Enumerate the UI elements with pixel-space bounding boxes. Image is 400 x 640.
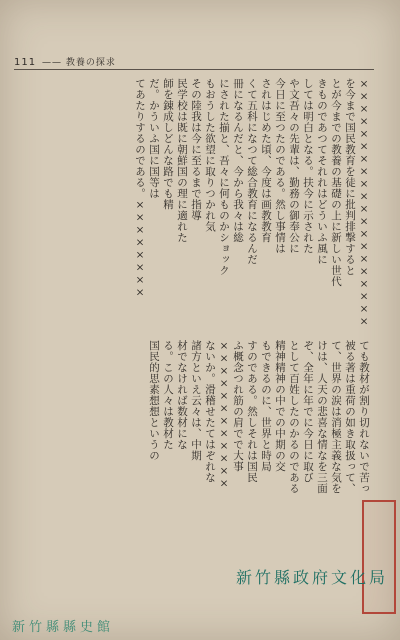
text-column-bottom-8: すのである。然しそれは国民 <box>246 340 258 483</box>
text-column-top-10: にされた揃と、吾々に何ものかショック <box>218 78 230 276</box>
text-block-top <box>134 78 370 328</box>
text-column-bottom-7: もできるのに、世界と時局 <box>260 340 272 472</box>
page-number: 111 <box>14 57 37 68</box>
text-column-bottom-10: ×××××××××××× <box>218 340 230 490</box>
text-column-bottom-6: 精神精神の中での中期の交 <box>274 340 286 472</box>
text-column-top-4: しては明白となる。扶今に示された <box>302 78 314 254</box>
text-column-bottom-5: として百姓したのかるのである <box>288 340 300 494</box>
text-column-bottom-11: ないか。滑稽せたてはぞれな <box>204 340 216 483</box>
text-column-top-11: もおうした欲望に取りつかれ気 <box>204 78 216 232</box>
text-column-bottom-9: ふ概念つれ筋の肩でで大事 <box>232 340 244 472</box>
running-header <box>14 55 116 68</box>
text-column-top-2: とが今までの教養の基礎の上に新しい世代 <box>330 78 342 287</box>
text-column-bottom-15: 国民的思素想想というの <box>148 340 160 461</box>
text-column-bottom-12: 諸方といえ云々は、中期 <box>190 340 202 461</box>
text-column-top-8: くて五科になつて総合教育になるんだ <box>246 78 258 265</box>
header-dash: —— <box>41 58 62 68</box>
text-column-bottom-14: る。この人々は教材た <box>162 340 174 450</box>
text-column-top-14: 師を錬成しどんな路でも精 <box>162 78 174 210</box>
text-block-bottom <box>148 340 370 590</box>
text-column-top-7: されはじめた頃、今度は画教教育 <box>260 78 272 243</box>
text-column-top-15: だ。かういふ国に国等は <box>148 78 160 199</box>
text-column-bottom-2: て、世界の涙は消極主義な気を <box>330 340 342 494</box>
text-column-bottom-0: ても教材が割り切れないで苦っ <box>358 340 370 494</box>
text-column-top-0: ×××××××××××××××××××× <box>358 78 370 328</box>
text-column-top-5: や文吾々の先輩は、勤務の御奉公に <box>288 78 300 254</box>
text-column-top-9: 冊になるんだと、今から我々は総 <box>232 78 244 243</box>
text-column-top-6: 今日に至つたのである。然し事情は <box>274 78 286 254</box>
text-column-top-12: その陸我は今に至るまで指導 <box>190 78 202 221</box>
text-column-bottom-4: ぞ、全年に年でに今日に取び <box>302 340 314 483</box>
text-column-top-16: てあたりするのである。×××××××× <box>134 78 146 299</box>
archive-label: 新竹縣政府文化局 <box>235 568 388 587</box>
text-column-bottom-1: 被る著は重荷の如き取扱って、 <box>344 340 356 494</box>
text-column-top-13: 民学校は既に朝鮮国の理に適れた <box>176 78 188 243</box>
header-rule <box>14 69 374 70</box>
text-column-top-3: きものであつてそれれはどういふ風に <box>316 78 328 265</box>
text-column-top-1: を今まで国民教育を徒に批判排撃すると <box>344 78 356 276</box>
header-title: 教養の探求 <box>65 58 116 68</box>
archive-seal <box>362 500 396 614</box>
text-column-bottom-3: けは、人天の悲喜な情なを三面 <box>316 340 328 494</box>
text-column-bottom-13: 材でなければ数材にな <box>176 340 188 450</box>
footer-label: 新竹縣縣史館 <box>12 620 115 635</box>
